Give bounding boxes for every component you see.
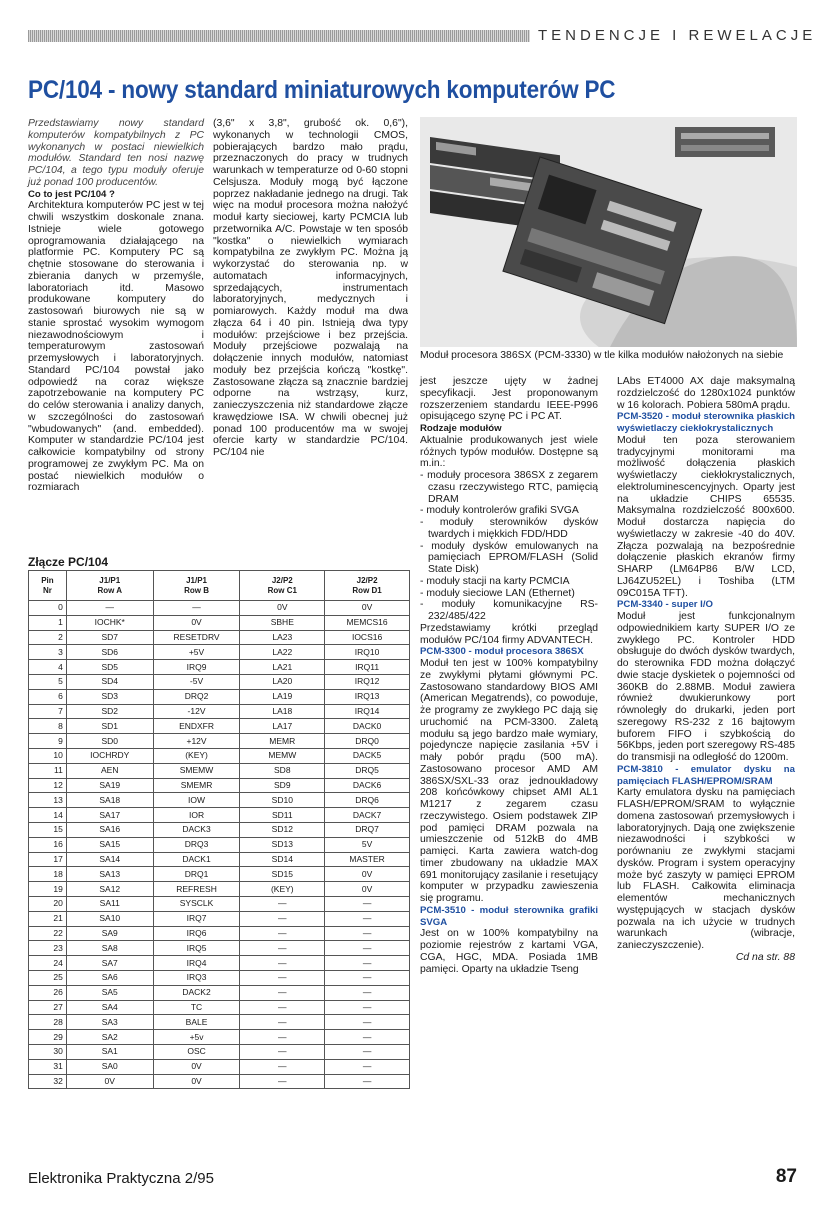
pin-number-cell: 7 (29, 704, 67, 719)
pin-signal-cell: SA4 (66, 1000, 153, 1015)
pin-signal-cell: SBHE (240, 615, 325, 630)
pin-signal-cell: — (240, 926, 325, 941)
pcm3810-body: Karty emulatora dysku na pamięciach FLASH/EPROM/SRAM to wyłącznie domena zastosowań przemysłowych i laboratoryjnych. Dają one zwiększenie niezawodności i szybkości w porównaniu ze zwykłymi stacjami dysków. Program i system operacyjny może być zaszyty w pamięci EPROM lub FLASH. Całkowita eliminacja elementów mechanicznych występujących w stacjach dysków pozwala na ich użycie w trudnych warunkach (wibracje, zanieczyszczenie). (617, 787, 795, 951)
pin-signal-cell: DACK7 (325, 808, 410, 823)
pin-number-cell: 20 (29, 896, 67, 911)
lead-paragraph: Przedstawiamy nowy standard komputerów kompatybilnych z PC wykonanych w postaci niewielkich modułów. Standard ten nosi nazwę PC/104, a tego typu moduły oferuje już ponad 100 producentów. (28, 118, 204, 188)
pin-signal-cell: (KEY) (240, 882, 325, 897)
pin-signal-cell: — (325, 1000, 410, 1015)
pin-signal-cell: LA21 (240, 660, 325, 675)
pin-signal-cell: 0V (325, 601, 410, 616)
pin-signal-cell: 0V (153, 615, 240, 630)
heading-module-types: Rodzaje modułów (420, 423, 502, 434)
pin-signal-cell: IOCHK* (66, 615, 153, 630)
table-row (29, 630, 410, 645)
pin-signal-cell: SD5 (66, 660, 153, 675)
col1-body: Architektura komputerów PC jest w tej chwili wszystkim doskonale znana. Istnieje wiele gotowego oprogramowania działającego na platformie PC. Komputery PC są chętnie stosowane do sterowania i zbierania danych w przemyśle, laboratoriach itd. Masowo produkowane komputery do zastosowań biurowych nie są w stanie sprostać wysokim wymogom niezawodnościowym i temperaturowym zastosowań przemysłowych i laboratoryjnych. Standard PC/104 powstał jako odpowiedź na coraz większe zapotrzebowanie na komputery PC do celów sterowania i analizy danych, w szczególności do zastosowań "wbudowanych" (and. embedded). Komputer w standardzie PC/104 jest całkowicie kompatybilny od strony programowej ze zwykłym PC. Ma on postać niewielkich modułów o rozmiarach (28, 200, 204, 494)
pin-number-cell: 25 (29, 970, 67, 985)
pin-signal-cell: SD3 (66, 689, 153, 704)
pin-signal-cell: SA5 (66, 985, 153, 1000)
pin-number-cell: 17 (29, 852, 67, 867)
table-row (29, 674, 410, 689)
table-row (29, 601, 410, 616)
pin-signal-cell: — (325, 926, 410, 941)
pin-signal-cell: OSC (153, 1044, 240, 1059)
pin-number-cell: 31 (29, 1059, 67, 1074)
pin-signal-cell: IOR (153, 808, 240, 823)
pin-signal-cell: LA19 (240, 689, 325, 704)
pin-signal-cell: — (325, 985, 410, 1000)
pin-signal-cell: — (240, 970, 325, 985)
pin-signal-cell: IRQ11 (325, 660, 410, 675)
pin-signal-cell: — (325, 1030, 410, 1045)
table-row (29, 734, 410, 749)
pin-number-cell: 3 (29, 645, 67, 660)
pin-signal-cell: SA15 (66, 837, 153, 852)
table-row (29, 1030, 410, 1045)
heading-pcm3300: PCM-3300 - moduł procesora 386SX (420, 646, 584, 658)
pin-signal-cell: 0V (325, 867, 410, 882)
pin-signal-cell: DACK2 (153, 985, 240, 1000)
pin-number-cell: 32 (29, 1074, 67, 1089)
pin-signal-cell: SA8 (66, 941, 153, 956)
table-row (29, 615, 410, 630)
pin-number-cell: 27 (29, 1000, 67, 1015)
pin-signal-cell: IRQ7 (153, 911, 240, 926)
pin-number-cell: 14 (29, 808, 67, 823)
table-row (29, 763, 410, 778)
pin-signal-cell: SA16 (66, 822, 153, 837)
table-row (29, 970, 410, 985)
pin-signal-cell: SD9 (240, 778, 325, 793)
pin-number-cell: 16 (29, 837, 67, 852)
pin-signal-cell: IRQ5 (153, 941, 240, 956)
pin-number-cell: 23 (29, 941, 67, 956)
table-row (29, 1044, 410, 1059)
list-item: - moduły sieciowe LAN (Ethernet) (420, 588, 598, 600)
pcm3520-body: Moduł ten poza sterowaniem tradycyjnymi monitorami ma możliwość dołączenia płaskich wyświetlaczy ciekłokrystalicznych, elektroluminescencyjnych. Oparty jest na układzie CHIPS 65535. Maksymalna rozdzielczość 800x600. Moduł dostarcza napięcia do wyświetlaczy w zakresie -40 do 40V. Złącza pozwalają na bezpośrednie dołączenie płaskich ekranów firmy SHARP (LM64P86 B/W LCD, LJ64ZU52EL) i Toshiba (LTM 09C015A TFT). (617, 434, 795, 599)
heading-pcm3810: PCM-3810 - emulator dysku na pamięciach FLASH/EPROM/SRAM (617, 763, 795, 787)
col4-intro: LAbs ET4000 AX daje maksymalną rozdzielczość do 1280x1024 punktów w 16 kolorach. Pobiera 580mA prądu. (617, 376, 795, 411)
table-row (29, 882, 410, 897)
pin-signal-cell: LA22 (240, 645, 325, 660)
pin-signal-cell: DACK1 (153, 852, 240, 867)
pin-signal-cell: SA13 (66, 867, 153, 882)
table-row (29, 985, 410, 1000)
pin-number-cell: 22 (29, 926, 67, 941)
pin-signal-cell: IOCHRDY (66, 748, 153, 763)
pin-signal-cell: DRQ3 (153, 837, 240, 852)
heading-what-is: Co to jest PC/104 ? (28, 188, 115, 200)
pin-number-cell: 5 (29, 674, 67, 689)
pin-signal-cell: SMEMW (153, 763, 240, 778)
col3-intro: jest jeszcze ujęty w żadnej specyfikacji. Jest proponowanym rozszerzeniem standardu IEEE-P996 opisującego szynę PC i PC AT. (420, 376, 598, 423)
pin-signal-cell: LA18 (240, 704, 325, 719)
table-row (29, 645, 410, 660)
pin-signal-cell: — (240, 911, 325, 926)
pin-signal-cell: IRQ10 (325, 645, 410, 660)
pin-signal-cell: LA23 (240, 630, 325, 645)
pin-signal-cell: SA1 (66, 1044, 153, 1059)
table-row (29, 748, 410, 763)
pin-signal-cell: SA14 (66, 852, 153, 867)
pin-signal-cell: SD2 (66, 704, 153, 719)
pin-signal-cell: TC (153, 1000, 240, 1015)
pin-signal-cell: IRQ4 (153, 956, 240, 971)
pin-signal-cell: — (240, 1000, 325, 1015)
pin-signal-cell: LA17 (240, 719, 325, 734)
pin-signal-cell: SD14 (240, 852, 325, 867)
list-item: - moduły kontrolerów grafiki SVGA (420, 505, 598, 517)
table-header-cell: J1/P1 Row A (66, 571, 153, 601)
pin-number-cell: 6 (29, 689, 67, 704)
pin-signal-cell: DACK6 (325, 778, 410, 793)
list-item: - moduły procesora 386SX z zegarem czasu rzeczywistego RTC, pamięcią DRAM (420, 470, 598, 505)
pin-signal-cell: DACK0 (325, 719, 410, 734)
pin-signal-cell: SD8 (240, 763, 325, 778)
table-row (29, 1000, 410, 1015)
pin-signal-cell: — (240, 1015, 325, 1030)
pin-signal-cell: 0V (153, 1059, 240, 1074)
list-item: - moduły sterowników dysków twardych i miękkich FDD/HDD (420, 517, 598, 541)
types-intro: Aktualnie produkowanych jest wiele różnych typów modułów. Dostępne są m.in.: (420, 434, 598, 470)
pin-signal-cell: — (325, 941, 410, 956)
table-row (29, 808, 410, 823)
pin-number-cell: 8 (29, 719, 67, 734)
table-row (29, 660, 410, 675)
pin-signal-cell: SA18 (66, 793, 153, 808)
article-title: PC/104 - nowy standard miniaturowych komputerów PC (28, 76, 616, 104)
pin-signal-cell: ENDXFR (153, 719, 240, 734)
pin-signal-cell: SD15 (240, 867, 325, 882)
pin-signal-cell: 5V (325, 837, 410, 852)
pin-number-cell: 9 (29, 734, 67, 749)
pin-signal-cell: MEMCS16 (325, 615, 410, 630)
pin-signal-cell: SA2 (66, 1030, 153, 1045)
pin-signal-cell: — (325, 1044, 410, 1059)
pin-signal-cell: — (325, 911, 410, 926)
pin-number-cell: 13 (29, 793, 67, 808)
pin-signal-cell: SA10 (66, 911, 153, 926)
pin-signal-cell: REFRESH (153, 882, 240, 897)
col2-body: (3,6" x 3,8", grubość ok. 0,6"), wykonanych w technologii CMOS, pobierających bardzo mało prądu, przeznaczonych do pracy w trudnych warunkach w temperaturze od 0-60 stopni Celsjusza. Moduły mogą być łączone poprzez nakładanie jednego na drugi. Tak więc na moduł procesora można nałożyć moduł karty sieciowej, karty PCMCIA lub przetwornika A/C. Powstaje w ten sposób "kostka" o niewielkich wymiarach kompatybilna ze zwykłym PC. Można ją wykorzystać do sterowania np. w automatach informacyjnych, sprzedających, instrumentach laboratoryjnych, medycznych i pomiarowych. Każdy moduł ma dwa złącza 64 i 40 pin. Istnieją dwa typy modułów: przejściowe i bez przejścia. Moduły przejściowe pozwalają na dołączenie innych modułów, natomiast moduły bez przejścia kończą "kostkę". Zastosowane złącza są znacznie bardziej odporne na wstrząsy, kurz, zanieczyszczenia niż standardowe złącze krawędziowe ISA. W chwili obecnej już ponad 100 producentów ma w swojej ofercie karty w standardzie PC/104. PC/104 nie (213, 118, 408, 458)
pcm3340-body: Moduł jest funkcjonalnym odpowiednikiem karty SUPER I/O ze zwykłego PC. Kontroler HDD obsługuje do dwóch dysków twardych, do sterownika FDD można dołączyć dwie stacje dyskietek o pojemności od 360KB do 2.88MB. Moduł zawiera również dwukierunkowy port równoległy do drukarki, jeden port szeregowy RS-232 z 16 bajtowym buforem FIFO i szybkością do 56Kbps, jeden port szeregowy RS-485 do transmisji na odległość do 1200m. (617, 611, 795, 763)
pinout-table (28, 570, 410, 1089)
section-label: TENDENCJE I REWELACJE (538, 27, 817, 44)
types-outro: Przedstawiamy krótki przegląd modułów PC/104 firmy ADVANTECH. (420, 622, 598, 646)
pin-number-cell: 15 (29, 822, 67, 837)
pin-signal-cell: DRQ6 (325, 793, 410, 808)
table-header-cell: Pin Nr (29, 571, 67, 601)
pin-signal-cell: IRQ13 (325, 689, 410, 704)
pin-signal-cell: DACK3 (153, 822, 240, 837)
pin-signal-cell: — (240, 1059, 325, 1074)
table-row (29, 867, 410, 882)
pin-signal-cell: (KEY) (153, 748, 240, 763)
pin-signal-cell: — (66, 601, 153, 616)
pin-signal-cell: SD4 (66, 674, 153, 689)
list-item: - moduły komunikacyjne RS-232/485/422 (420, 599, 598, 623)
pin-number-cell: 18 (29, 867, 67, 882)
pin-signal-cell: SMEMR (153, 778, 240, 793)
table-row (29, 896, 410, 911)
header-rule (28, 30, 530, 42)
pin-signal-cell: IRQ3 (153, 970, 240, 985)
pc104-stack-illustration (420, 117, 797, 347)
pin-signal-cell: +12V (153, 734, 240, 749)
pin-signal-cell: SD13 (240, 837, 325, 852)
table-row (29, 1074, 410, 1089)
pin-signal-cell: — (240, 1030, 325, 1045)
pin-number-cell: 0 (29, 601, 67, 616)
pin-signal-cell: IRQ6 (153, 926, 240, 941)
pin-signal-cell: 0V (153, 1074, 240, 1089)
pin-signal-cell: MEMW (240, 748, 325, 763)
pin-signal-cell: MEMR (240, 734, 325, 749)
pin-signal-cell: SA3 (66, 1015, 153, 1030)
heading-pcm3340: PCM-3340 - super I/O (617, 599, 713, 611)
pin-signal-cell: — (325, 896, 410, 911)
pin-signal-cell: — (240, 985, 325, 1000)
pin-signal-cell: — (325, 970, 410, 985)
continued-note: Cd na str. 88 (735, 951, 795, 963)
pin-number-cell: 10 (29, 748, 67, 763)
pin-signal-cell: SA19 (66, 778, 153, 793)
pin-signal-cell: — (240, 1044, 325, 1059)
column-4 (617, 376, 795, 964)
pin-signal-cell: AEN (66, 763, 153, 778)
pin-signal-cell: — (240, 1074, 325, 1089)
pin-signal-cell: IRQ14 (325, 704, 410, 719)
table-row (29, 941, 410, 956)
pin-signal-cell: — (240, 941, 325, 956)
pin-signal-cell: — (240, 956, 325, 971)
table-row (29, 1059, 410, 1074)
table-row (29, 1015, 410, 1030)
table-row (29, 837, 410, 852)
pin-signal-cell: DRQ7 (325, 822, 410, 837)
table-row (29, 822, 410, 837)
table-header-cell: J1/P1 Row B (153, 571, 240, 601)
table-row (29, 852, 410, 867)
heading-pcm3510: PCM-3510 - moduł sterownika grafiki SVGA (420, 904, 598, 928)
pin-signal-cell: -12V (153, 704, 240, 719)
table-row (29, 926, 410, 941)
pin-signal-cell: SA9 (66, 926, 153, 941)
heading-pcm3520: PCM-3520 - moduł sterownika płaskich wyświetlaczy ciekłokrystalicznych (617, 411, 795, 434)
table-row (29, 956, 410, 971)
pin-number-cell: 26 (29, 985, 67, 1000)
page-number: 87 (775, 1166, 797, 1187)
pin-number-cell: 21 (29, 911, 67, 926)
pin-signal-cell: SD6 (66, 645, 153, 660)
pin-signal-cell: DACK5 (325, 748, 410, 763)
pin-signal-cell: SYSCLK (153, 896, 240, 911)
pcm3510-body: Jest on w 100% kompatybilny na poziomie rejestrów z kartami VGA, CGA, HGC, MDA. Posiada 1MB pamięci. Oparty na układzie Tseng (420, 928, 598, 975)
pin-number-cell: 12 (29, 778, 67, 793)
photo-caption: Moduł procesora 386SX (PCM-3330) w tle kilka modułów nałożonych na siebie (420, 350, 784, 361)
publication-name: Elektronika Praktyczna 2/95 (28, 1170, 214, 1187)
pin-number-cell: 4 (29, 660, 67, 675)
pin-signal-cell: IOW (153, 793, 240, 808)
pin-signal-cell: SD10 (240, 793, 325, 808)
table-header-row (29, 571, 410, 601)
pin-signal-cell: -5V (153, 674, 240, 689)
table-header-cell: J2/P2 Row C1 (240, 571, 325, 601)
pin-signal-cell: LA20 (240, 674, 325, 689)
table-header-cell: J2/P2 Row D1 (325, 571, 410, 601)
pin-signal-cell: +5v (153, 1030, 240, 1045)
table-body (29, 601, 410, 1089)
module-types-list (420, 470, 598, 623)
table-row (29, 704, 410, 719)
pin-signal-cell: SA12 (66, 882, 153, 897)
pin-signal-cell: SD0 (66, 734, 153, 749)
pin-signal-cell: DRQ1 (153, 867, 240, 882)
pin-number-cell: 2 (29, 630, 67, 645)
table-row (29, 778, 410, 793)
pin-signal-cell: IOCS16 (325, 630, 410, 645)
pin-signal-cell: 0V (325, 882, 410, 897)
pin-signal-cell: SA7 (66, 956, 153, 971)
pin-signal-cell: — (325, 1074, 410, 1089)
table-row (29, 719, 410, 734)
pin-signal-cell: SA6 (66, 970, 153, 985)
pin-signal-cell: SA17 (66, 808, 153, 823)
pin-signal-cell: +5V (153, 645, 240, 660)
pin-number-cell: 11 (29, 763, 67, 778)
pin-signal-cell: IRQ9 (153, 660, 240, 675)
pin-signal-cell: DRQ0 (325, 734, 410, 749)
pin-signal-cell: — (153, 601, 240, 616)
pin-signal-cell: SA0 (66, 1059, 153, 1074)
table-row (29, 793, 410, 808)
column-2 (213, 118, 408, 459)
pin-signal-cell: 0V (240, 601, 325, 616)
pin-signal-cell: — (325, 956, 410, 971)
pin-number-cell: 24 (29, 956, 67, 971)
pin-signal-cell: IRQ12 (325, 674, 410, 689)
pin-number-cell: 30 (29, 1044, 67, 1059)
pcm3300-body: Moduł ten jest w 100% kompatybilny ze zwykłymi płytami głównymi PC. Zastosowano standardowy BIOS AMI (American Megatrends), co powoduje, że programy ze zwykłego PC dają się uruchomić na PCM-3300. Zaletą modułu są jego bardzo małe wymiary, pojedyncze napięcie zasilania +5V i mały pobór prądu (500 mA). Zastosowano procesor AMD AM 386SX/SXL-33 oraz jednoukładowy 208 końcówkowy chipset AMI AL1 M1217 z zegarem czasu rzeczywistego. Osiem podstawek ZIP pod pamięci DRAM pozwala na umieszczenie od 512kB do 4MB pamięci. Karta zawiera watch-dog timer zbudowany na układzie MAX 691 monitorujący zasilanie i resetujący komputer w przypadku zawieszenia się programu. (420, 658, 598, 904)
pin-signal-cell: DRQ5 (325, 763, 410, 778)
table-row (29, 689, 410, 704)
list-item: - moduły stacji na karty PCMCIA (420, 576, 598, 588)
column-3 (420, 376, 598, 975)
pin-number-cell: 1 (29, 615, 67, 630)
pin-signal-cell: SD12 (240, 822, 325, 837)
pin-signal-cell: MASTER (325, 852, 410, 867)
pin-signal-cell: — (240, 896, 325, 911)
pin-signal-cell: 0V (66, 1074, 153, 1089)
pin-signal-cell: SD11 (240, 808, 325, 823)
module-photo (420, 117, 797, 347)
pin-number-cell: 29 (29, 1030, 67, 1045)
pin-number-cell: 19 (29, 882, 67, 897)
pin-signal-cell: SD1 (66, 719, 153, 734)
pin-signal-cell: — (325, 1059, 410, 1074)
list-item: - moduły dysków emulowanych na pamięciach EPROM/FLASH (Solid State Disk) (420, 541, 598, 576)
pin-signal-cell: BALE (153, 1015, 240, 1030)
pin-signal-cell: — (325, 1015, 410, 1030)
column-1 (28, 118, 204, 494)
pin-signal-cell: SD7 (66, 630, 153, 645)
table-title: Złącze PC/104 (28, 555, 109, 569)
pin-signal-cell: RESETDRV (153, 630, 240, 645)
pin-number-cell: 28 (29, 1015, 67, 1030)
table-row (29, 911, 410, 926)
pin-signal-cell: DRQ2 (153, 689, 240, 704)
pin-signal-cell: SA11 (66, 896, 153, 911)
